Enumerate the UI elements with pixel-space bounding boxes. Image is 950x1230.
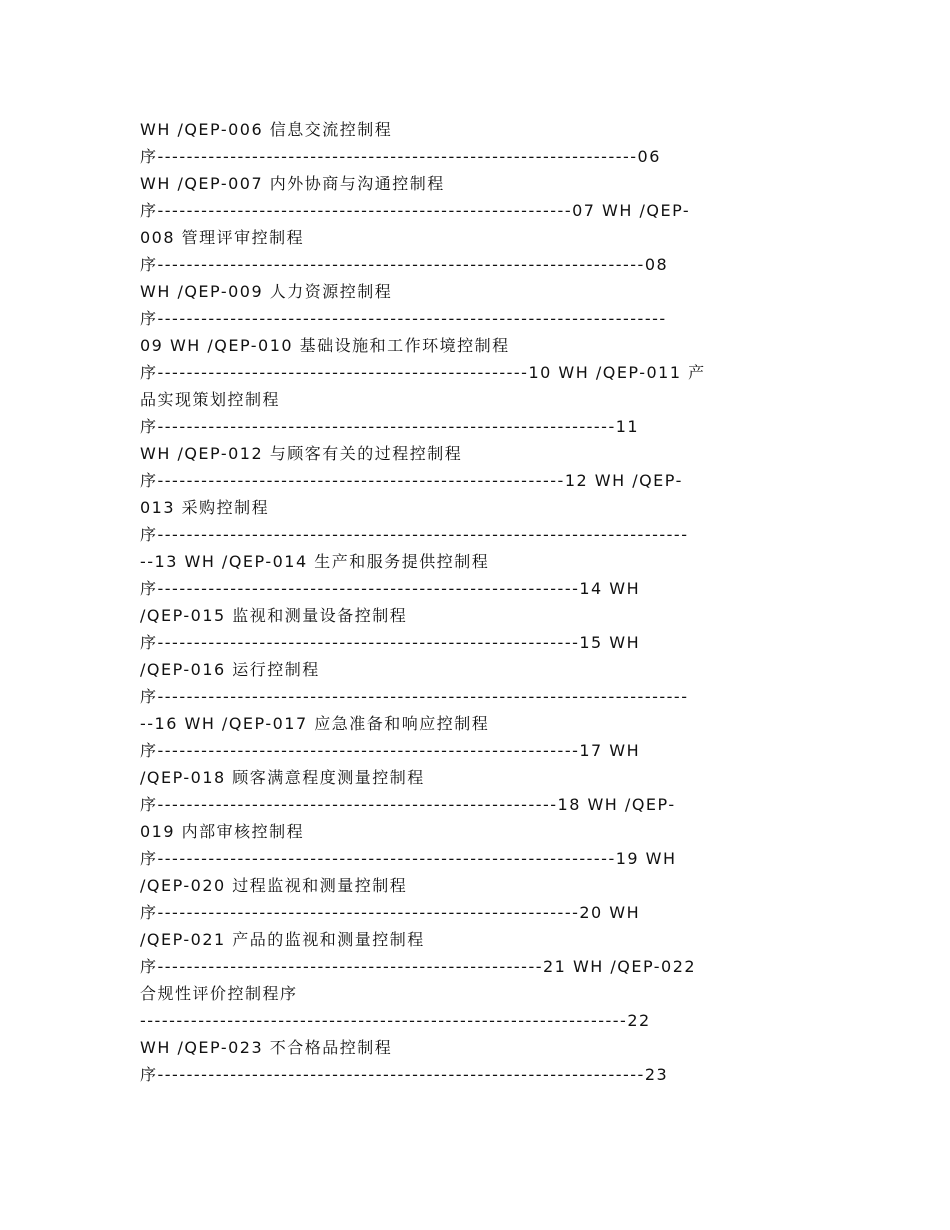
toc-line: 013 采购控制程	[140, 498, 270, 517]
toc-line: 019 内部审核控制程	[140, 822, 305, 841]
toc-line: 序----------------------------------------------------------14 WH	[140, 579, 641, 598]
toc-line: 序----------------------------------------------------------17 WH	[140, 741, 641, 760]
toc-line: /QEP-016 运行控制程	[140, 660, 320, 679]
toc-line: --13 WH /QEP-014 生产和服务提供控制程	[140, 552, 490, 571]
toc-line: WH /QEP-012 与顾客有关的过程控制程	[140, 444, 463, 463]
toc-line: 序----------------------------------------------------------20 WH	[140, 903, 641, 922]
table-of-contents	[140, 116, 820, 1088]
toc-line: 品实现策划控制程	[140, 390, 281, 409]
toc-line: 序---------------------------------------------------------------19 WH	[140, 849, 677, 868]
toc-line: /QEP-018 顾客满意程度测量控制程	[140, 768, 425, 787]
toc-line: WH /QEP-009 人力资源控制程	[140, 282, 393, 301]
toc-line: 序-----------------------------------------------------21 WH /QEP-022	[140, 957, 697, 976]
toc-line: WH /QEP-023 不合格品控制程	[140, 1038, 393, 1057]
toc-line: --16 WH /QEP-017 应急准备和响应控制程	[140, 714, 490, 733]
toc-line: WH /QEP-007 内外协商与沟通控制程	[140, 174, 445, 193]
toc-line: 序-------------------------------------------------------------------------	[140, 687, 689, 706]
toc-line: /QEP-015 监视和测量设备控制程	[140, 606, 408, 625]
toc-line: 008 管理评审控制程	[140, 228, 305, 247]
toc-line: 序-------------------------------------------------------------------23	[140, 1065, 669, 1084]
toc-line: 09 WH /QEP-010 基础设施和工作环境控制程	[140, 336, 510, 355]
toc-line: /QEP-020 过程监视和测量控制程	[140, 876, 408, 895]
toc-line: 序---------------------------------------------------------07 WH /QEP-	[140, 201, 691, 220]
toc-line: 序---------------------------------------------------------------11	[140, 417, 640, 436]
toc-line: 序-------------------------------------------------------------------------	[140, 525, 689, 544]
toc-line: 序-------------------------------------------------------18 WH /QEP-	[140, 795, 676, 814]
toc-line: /QEP-021 产品的监视和测量控制程	[140, 930, 425, 949]
toc-line: 合规性评价控制程序	[140, 984, 298, 1003]
toc-line: 序----------------------------------------------------------------------	[140, 309, 667, 328]
toc-line: 序-------------------------------------------------------------------08	[140, 255, 669, 274]
toc-line: WH /QEP-006 信息交流控制程	[140, 120, 393, 139]
toc-line: 序----------------------------------------------------------15 WH	[140, 633, 641, 652]
toc-line: 序------------------------------------------------------------------06	[140, 147, 661, 166]
toc-line: -------------------------------------------------------------------22	[140, 1011, 651, 1030]
toc-line: 序---------------------------------------------------10 WH /QEP-011 产	[140, 363, 706, 382]
toc-line: 序--------------------------------------------------------12 WH /QEP-	[140, 471, 683, 490]
